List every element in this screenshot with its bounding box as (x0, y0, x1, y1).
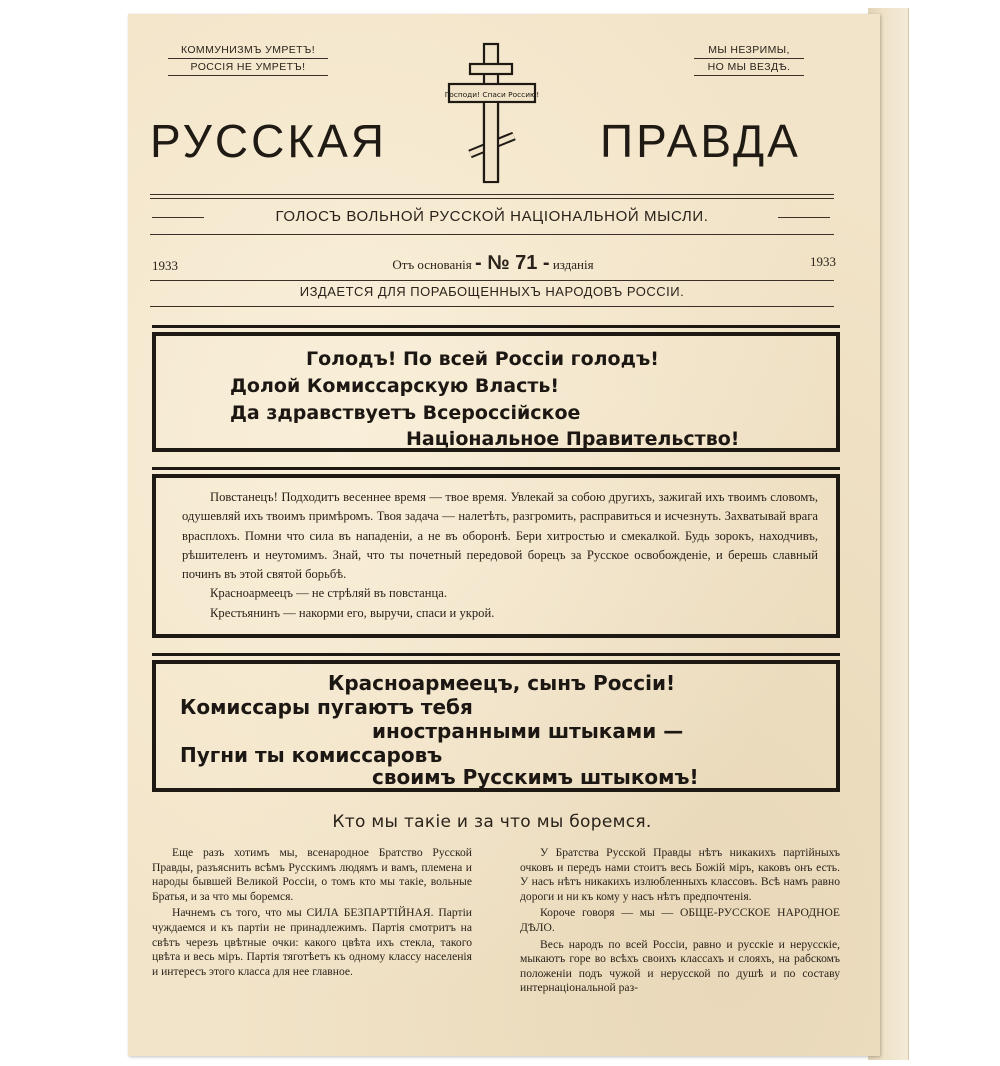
motto-left-line1: КОММУНИЗМЪ УМРЕТЪ! (168, 42, 328, 59)
box3-line3: иностранными штыками — (372, 719, 684, 743)
right-paragraph-3: Весь народъ по всей Россіи, равно и русскіе и нерусскіе, мыкаютъ горе во всѣхъ своихъ классахъ и слояхъ, на рабскомъ положеніи подъ чужой и нерусской по душѣ и по составу интернаціональной раз- (520, 937, 840, 995)
article-column-left (152, 846, 472, 981)
right-paragraph-2: Короче говоря — мы — ОБЩЕ-РУССКОЕ НАРОДНОЕ ДѢЛО. (520, 906, 840, 934)
section-heading: Кто мы такіе и за что мы боремся. (332, 812, 652, 832)
subtitle-dash-right (778, 217, 830, 218)
published-for: ИЗДАЕТСЯ ДЛЯ ПОРАБОЩЕННЫХЪ НАРОДОВЪ РОССІИ. (299, 284, 685, 299)
slogan-box-red-army (152, 660, 840, 792)
box3-line4: Пугни ты комиссаровъ (180, 743, 443, 767)
box1-line4: Національное Правительство! (406, 428, 740, 450)
cross-inscription: Господи! Спаси Россию! (444, 90, 540, 99)
box1-line1: Голодъ! По всей Россіи голодъ! (306, 348, 659, 370)
title-left: РУССКАЯ (150, 115, 388, 167)
motto-right (694, 42, 804, 76)
slogan-box-hunger (152, 332, 840, 452)
issue-prefix: Отъ основанія (392, 257, 472, 272)
motto-left (168, 42, 328, 76)
box3-line5: своимъ Русскимъ штыкомъ! (372, 765, 699, 789)
appeal-box-insurgent (152, 474, 840, 638)
orthodox-cross-icon (444, 42, 540, 184)
appeal-paragraph: Повстанецъ! Подходитъ весеннее время — твое время. Увлекай за собою другихъ, зажигай ихъ твоимъ словомъ, одушевляй ихъ твоимъ примѣромъ. Твоя задача — налетѣть, разгромить, расправиться и исчезнуть. Захватывай врага врасплохъ. Помни что сила въ нападеніи, а не въ оборонѣ. Бери хитростью и смекалкой. Будь зорокъ, находчивъ, рѣшителенъ и неутомимъ. Знай, что ты почетный передовой борецъ за Русское освобожденіе, и берешь славный починъ въ этой святой борьбѣ. (182, 490, 818, 582)
newspaper-page (128, 14, 880, 1056)
article-column-right (520, 846, 840, 998)
issue-line (278, 252, 708, 275)
box3-line2: Комиссары пугаютъ тебя (180, 695, 473, 719)
masthead-rule-top (150, 194, 834, 199)
appeal-peasant-line: Крестьянинъ — накорми его, выручи, спаси и укрой. (210, 605, 495, 620)
masthead-rule-bottom (150, 306, 834, 307)
masthead-rule-mid (150, 234, 834, 235)
subtitle-dash-left (152, 217, 204, 218)
subtitle: ГОЛОСЪ ВОЛЬНОЙ РУССКОЙ НАЦІОНАЛЬНОЙ МЫСЛИ. (275, 208, 709, 225)
appeal-text (182, 488, 818, 623)
left-paragraph-1: Еще разъ хотимъ мы, всенародное Братство Русской Правды, разъяснить всѣмъ Русскимъ людямъ и вамъ, племена и народы бывшей Великой Россіи, о томъ кто мы такіе, вольные Братья, и за что мы боремся. (152, 846, 472, 903)
right-paragraph-1: У Братства Русской Правды нѣтъ никакихъ партійныхъ очковъ и передъ нами стоитъ весь Божій міръ, каковъ онъ есть. У насъ нѣтъ никакихъ излюбленныхъ классовъ. Всѣ намъ равно дороги и ни къ кому у насъ нѣтъ предпочтенія. (520, 846, 840, 903)
issue-number: - № 71 - (475, 252, 550, 274)
motto-right-line2: НО МЫ ВЕЗДѢ. (694, 59, 804, 76)
box3-line1: Красноармеецъ, сынъ Россіи! (328, 671, 676, 695)
masthead-rule-lower (150, 280, 834, 281)
box1-line2: Долой Комиссарскую Власть! (230, 375, 560, 397)
box1-line3: Да здравствуетъ Всероссійское (230, 402, 581, 424)
appeal-red-army-line: Красноармеецъ — не стрѣляй въ повстанца. (210, 586, 447, 601)
motto-left-line2: РОССІЯ НЕ УМРЕТЪ! (168, 59, 328, 76)
year-left: 1933 (152, 258, 178, 273)
year-right: 1933 (810, 254, 836, 269)
issue-suffix: изданія (552, 257, 594, 272)
left-paragraph-2: Начнемъ съ того, что мы СИЛА БЕЗПАРТІЙНАЯ. Партіи чуждаемся и къ партіи не принадлежимъ. Партія смотритъ на свѣтъ черезъ цвѣтные очки: какого цвѣта ихъ стекла, такого цвѣта и весь міръ. Партія тяготѣетъ къ одному классу населенія и интересъ этого класса для нее главное. (152, 906, 472, 978)
motto-right-line1: МЫ НЕЗРИМЫ, (694, 42, 804, 59)
title-right: ПРАВДА (600, 115, 801, 167)
